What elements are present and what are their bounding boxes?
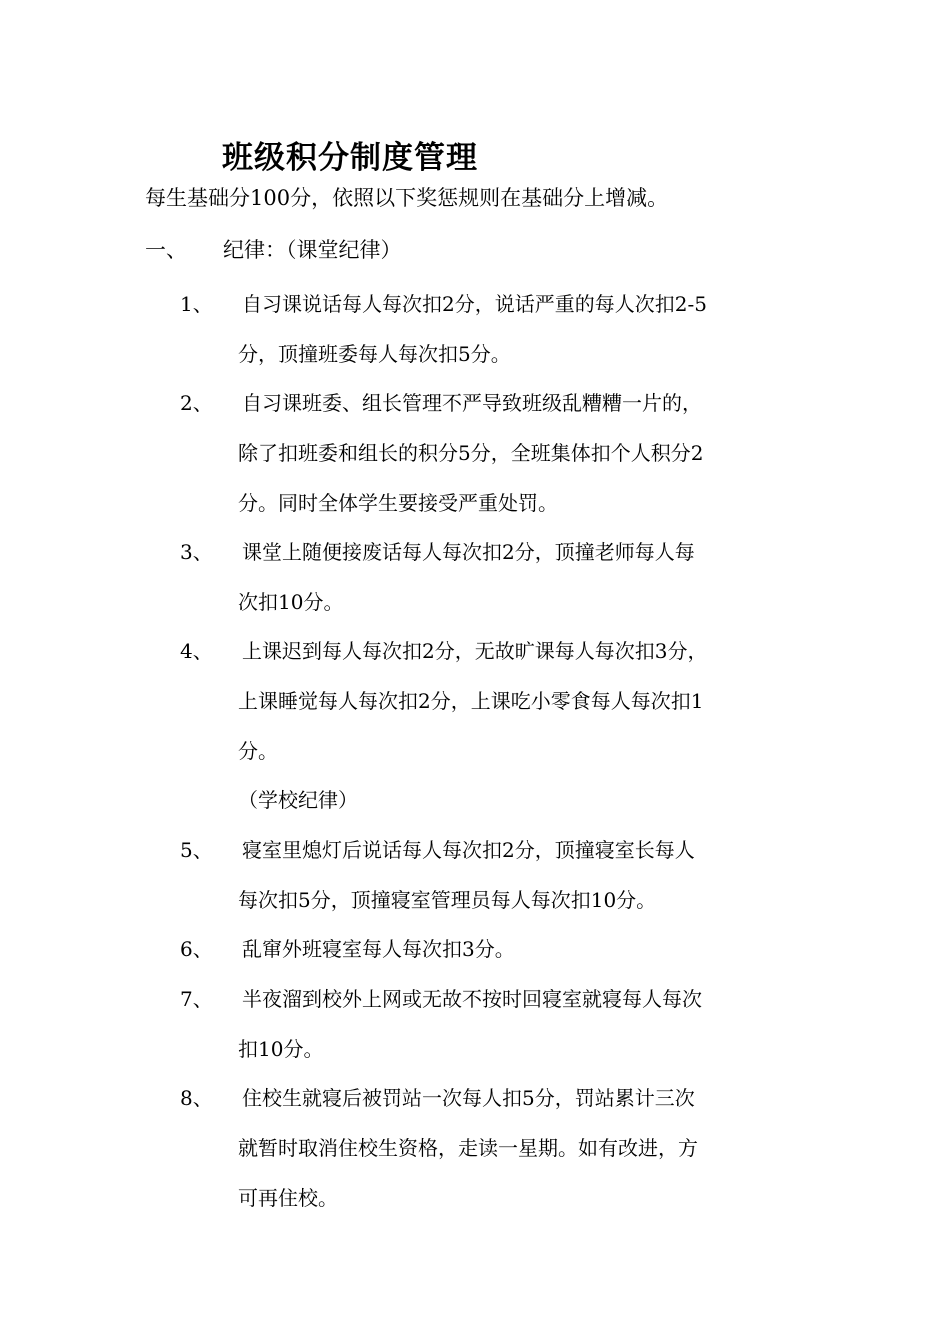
rule-line: 乱窜外班寝室每人每次扣3分。 [242, 937, 515, 961]
rule-line: 自习课说话每人每次扣2分，说话严重的每人次扣2-5 [242, 292, 707, 316]
rule-line: 每次扣5分，顶撞寝室管理员每人每次扣10分。 [238, 888, 657, 912]
rule-number: 7、 [180, 987, 213, 1011]
rule-number: 4、 [180, 639, 213, 663]
rule-line: 除了扣班委和组长的积分5分，全班集体扣个人积分2 [238, 441, 704, 465]
rule-line: 寝室里熄灯后说话每人每次扣2分，顶撞寝室长每人 [242, 838, 695, 862]
rule-line: 分。 [238, 739, 278, 763]
section-number: 一、 [145, 238, 187, 262]
rule-line: 分。同时全体学生要接受严重处罚。 [238, 491, 558, 515]
rule-line: 课堂上随便接废话每人每次扣2分，顶撞老师每人每 [242, 540, 695, 564]
rule-number: 3、 [180, 540, 213, 564]
rule-number: 2、 [180, 391, 213, 415]
rule-line: 上课睡觉每人每次扣2分，上课吃小零食每人每次扣1 [238, 689, 704, 713]
school-discipline-heading: （学校纪律） [238, 788, 358, 812]
rule-line: 就暂时取消住校生资格，走读一星期。如有改进，方 [238, 1136, 698, 1160]
rule-line: 半夜溜到校外上网或无故不按时回寝室就寝每人每次 [242, 987, 702, 1011]
rule-line: 住校生就寝后被罚站一次每人扣5分，罚站累计三次 [242, 1086, 695, 1110]
rule-line: 分，顶撞班委每人每次扣5分。 [238, 342, 511, 366]
rule-number: 8、 [180, 1086, 213, 1110]
document-title: 班级积分制度管理 [222, 140, 478, 176]
rule-line: 次扣10分。 [238, 590, 344, 614]
intro-paragraph: 每生基础分100分，依照以下奖惩规则在基础分上增减。 [145, 186, 669, 210]
section-heading [145, 234, 402, 264]
rule-line: 扣10分。 [238, 1037, 324, 1061]
rule-number: 1、 [180, 292, 213, 316]
section-label: 纪律：（课堂纪律） [223, 238, 402, 262]
rule-number: 5、 [180, 838, 213, 862]
rule-number: 6、 [180, 937, 213, 961]
rule-line: 上课迟到每人每次扣2分，无故旷课每人每次扣3分， [242, 639, 708, 663]
rule-line: 自习课班委、组长管理不严导致班级乱糟糟一片的， [242, 391, 702, 415]
rule-line: 可再住校。 [238, 1186, 338, 1210]
